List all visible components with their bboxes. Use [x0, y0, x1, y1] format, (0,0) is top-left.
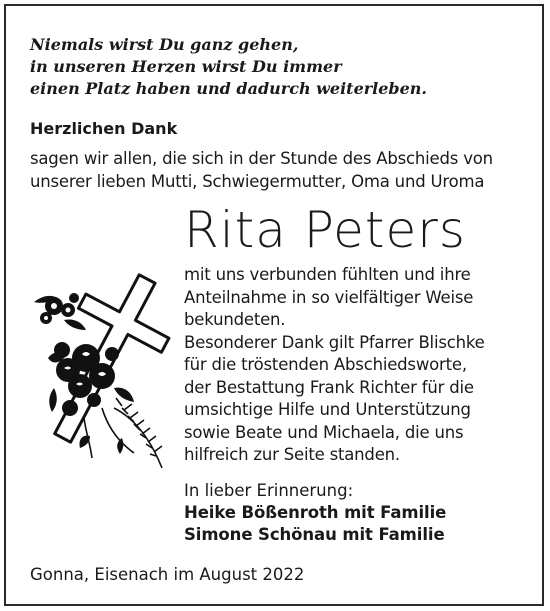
- intro-line: unserer lieben Mutti, Schwiegermutter, Oma und Uroma: [30, 172, 485, 191]
- body-line: umsichtige Hilfe und Unterstützung: [184, 400, 471, 419]
- place-and-date: Gonna, Eisenach im August 2022: [30, 565, 305, 584]
- body-line: der Bestattung Frank Richter für die: [184, 377, 474, 397]
- cross-with-roses-illustration: [24, 258, 174, 473]
- body-line: mit uns verbunden fühlten und ihre: [184, 265, 471, 284]
- quote-line: Niemals wirst Du ganz gehen,: [30, 35, 299, 54]
- body-line: Anteilnahme in so vielfältiger Weise: [184, 287, 474, 307]
- intro-line: sagen wir allen, die sich in der Stunde des Abschieds von: [30, 149, 493, 168]
- body-line: Besonderer Dank gilt Pfarrer Blischke: [184, 332, 485, 352]
- body-line: für die tröstenden Abschiedsworte,: [184, 355, 467, 374]
- body-line: sowie Beate und Michaela, die uns: [184, 422, 464, 442]
- thanks-heading: Herzlichen Dank: [30, 119, 178, 138]
- quote-line: in unseren Herzen wirst Du immer: [30, 57, 342, 76]
- closing-block: [184, 480, 524, 546]
- memorial-quote: [30, 34, 500, 100]
- deceased-name: Rita Peters: [184, 201, 466, 259]
- body-line: hilfreich zur Seite standen.: [184, 445, 400, 464]
- signature-line: Simone Schönau mit Familie: [184, 525, 445, 544]
- body-line: bekundeten.: [184, 310, 286, 329]
- remembrance-line: In lieber Erinnerung:: [184, 481, 354, 500]
- cross-roses-icon: [24, 258, 174, 473]
- signature-line: Heike Bößenroth mit Familie: [184, 503, 447, 522]
- quote-line: einen Platz haben und dadurch weiterleben.: [30, 79, 427, 98]
- acknowledgement-text: [184, 264, 524, 467]
- intro-text: [30, 147, 530, 193]
